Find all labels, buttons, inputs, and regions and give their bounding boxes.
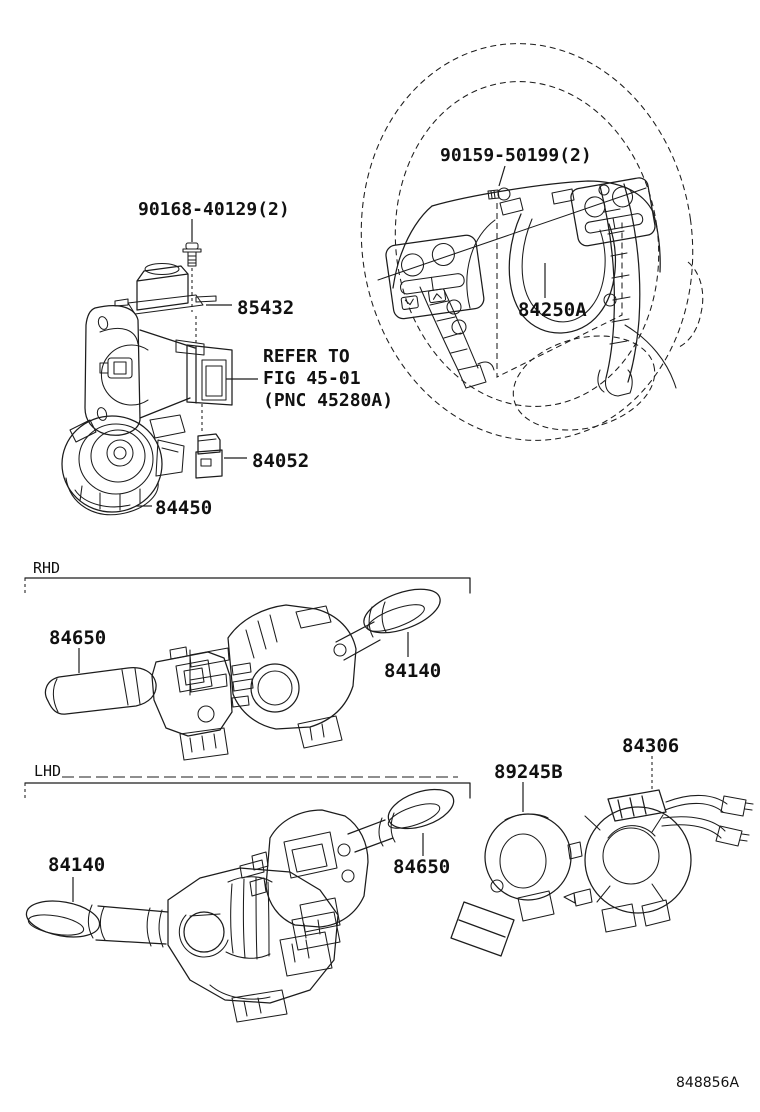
label-89245B: 89245B (494, 761, 563, 783)
angle-sensor-drawing (451, 814, 582, 956)
steering-lock-housing-drawing (85, 306, 232, 438)
label-84450: 84450 (155, 497, 213, 519)
label-84250A: 84250A (518, 299, 587, 321)
refer-note-line2: FIG 45-01 (263, 368, 361, 389)
lhd-heading: LHD (34, 762, 62, 780)
label-screw-90168: 90168-40129(2) (138, 199, 290, 220)
label-85432: 85432 (237, 297, 295, 319)
label-84306: 84306 (622, 735, 680, 757)
lhd-section-drawing (24, 756, 753, 1022)
refer-note-line1: REFER TO (263, 346, 350, 367)
lhd-bracket (25, 783, 470, 798)
leader-90159 (499, 166, 505, 186)
diagram-code: 848856A (676, 1075, 740, 1091)
label-lhd-84140: 84140 (48, 854, 106, 876)
refer-note-line3: (PNC 45280A) (263, 390, 394, 411)
label-84052: 84052 (252, 450, 310, 472)
steering-wheel-drawing (336, 22, 718, 462)
rhd-bracket (25, 578, 470, 593)
immobilizer-drawing (115, 264, 216, 315)
rhd-heading: RHD (33, 559, 61, 577)
label-rhd-84140: 84140 (384, 660, 442, 682)
lhd-left-lever-drawing (24, 860, 340, 1022)
spiral-cable-drawing (564, 790, 753, 932)
connector-84052-drawing (196, 434, 222, 478)
label-screw-90159: 90159-50199(2) (440, 145, 592, 166)
screw-icon (183, 243, 201, 266)
label-lhd-84650: 84650 (393, 856, 451, 878)
column-lock-assembly-drawing (62, 219, 258, 515)
rhd-left-lever-drawing (45, 647, 253, 760)
label-rhd-84650: 84650 (49, 627, 107, 649)
